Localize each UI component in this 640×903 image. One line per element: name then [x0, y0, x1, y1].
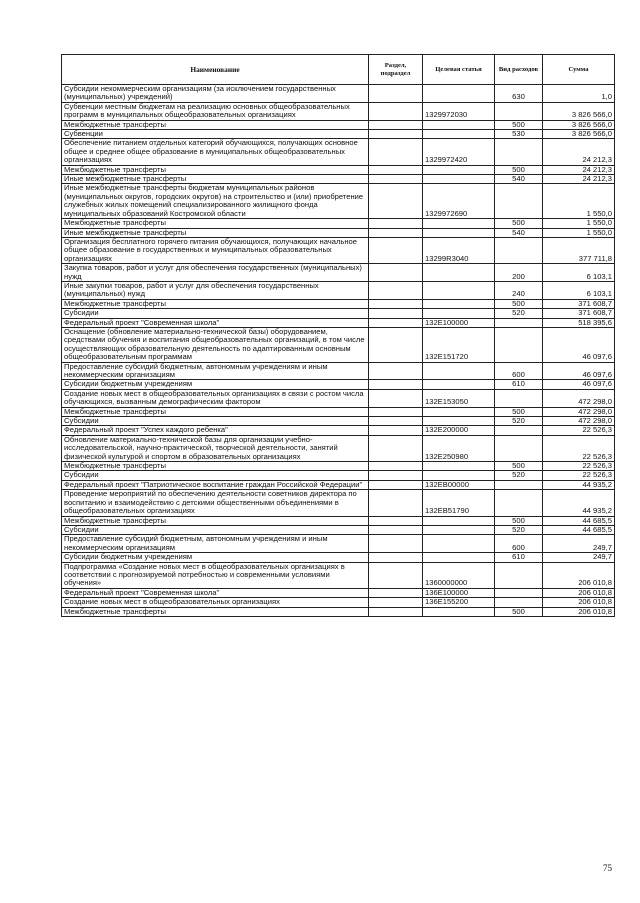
cell-amount: 206 010,8 [543, 562, 615, 588]
table-row [62, 525, 615, 534]
cell-name: Обеспечение питанием отдельных категорий обучающихся, получающих основное общее и среднее общее образование в муниципальных общеобразовательных организациях [62, 139, 369, 165]
cell-amount: 249,7 [543, 553, 615, 562]
cell-amount: 3 826 566,0 [543, 120, 615, 129]
cell-section [369, 389, 423, 407]
cell-amount: 518 395,6 [543, 318, 615, 327]
cell-amount: 3 826 566,0 [543, 102, 615, 120]
cell-name: Иные межбюджетные трансферты [62, 228, 369, 237]
cell-amount: 472 298,0 [543, 417, 615, 426]
cell-expense-type: 520 [495, 309, 543, 318]
table-row [62, 237, 615, 263]
cell-expense-type: 500 [495, 219, 543, 228]
cell-section [369, 535, 423, 553]
cell-section [369, 327, 423, 362]
cell-name: Межбюджетные трансферты [62, 607, 369, 616]
table-row [62, 462, 615, 471]
cell-amount: 46 097,6 [543, 362, 615, 380]
cell-amount: 249,7 [543, 535, 615, 553]
cell-section [369, 219, 423, 228]
cell-expense-type: 610 [495, 380, 543, 389]
table-row [62, 120, 615, 129]
cell-amount: 472 298,0 [543, 389, 615, 407]
cell-name: Межбюджетные трансферты [62, 462, 369, 471]
cell-section [369, 309, 423, 318]
cell-expense-type: 520 [495, 471, 543, 480]
cell-amount: 6 103,1 [543, 264, 615, 282]
cell-expense-type: 500 [495, 120, 543, 129]
cell-target: 132Е250980 [423, 435, 495, 461]
cell-amount: 44 685,5 [543, 525, 615, 534]
cell-amount: 22 526,3 [543, 462, 615, 471]
table-row [62, 309, 615, 318]
cell-expense-type: 530 [495, 130, 543, 139]
cell-name: Межбюджетные трансферты [62, 407, 369, 416]
cell-target: 132ЕВ51790 [423, 490, 495, 516]
table-row [62, 327, 615, 362]
budget-table [61, 54, 615, 617]
cell-target: 1360000000 [423, 562, 495, 588]
cell-target [423, 264, 495, 282]
table-row [62, 380, 615, 389]
table-row [62, 588, 615, 597]
cell-target [423, 407, 495, 416]
cell-expense-type: 520 [495, 417, 543, 426]
cell-section [369, 184, 423, 219]
cell-target [423, 85, 495, 103]
cell-section [369, 120, 423, 129]
cell-name: Межбюджетные трансферты [62, 165, 369, 174]
cell-section [369, 318, 423, 327]
table-row [62, 471, 615, 480]
cell-section [369, 525, 423, 534]
cell-expense-type [495, 184, 543, 219]
cell-amount: 44 685,5 [543, 516, 615, 525]
cell-target [423, 607, 495, 616]
cell-name: Межбюджетные трансферты [62, 516, 369, 525]
cell-amount: 206 010,8 [543, 598, 615, 607]
table-row [62, 480, 615, 489]
cell-target: 13299R3040 [423, 237, 495, 263]
cell-section [369, 299, 423, 308]
cell-target [423, 553, 495, 562]
cell-section [369, 85, 423, 103]
cell-target [423, 380, 495, 389]
cell-expense-type [495, 426, 543, 435]
table-row [62, 362, 615, 380]
table-row [62, 435, 615, 461]
cell-name: Предоставление субсидий бюджетным, автономным учреждениям и иным некоммерческим организациям [62, 535, 369, 553]
table-row [62, 165, 615, 174]
cell-section [369, 471, 423, 480]
cell-section [369, 175, 423, 184]
cell-name: Субсидии бюджетным учреждениям [62, 553, 369, 562]
cell-target [423, 525, 495, 534]
cell-target [423, 417, 495, 426]
cell-section [369, 490, 423, 516]
cell-name: Создание новых мест в общеобразовательных организациях [62, 598, 369, 607]
cell-section [369, 598, 423, 607]
cell-target: 132Е200000 [423, 426, 495, 435]
cell-expense-type: 540 [495, 175, 543, 184]
cell-section [369, 417, 423, 426]
cell-amount: 6 103,1 [543, 281, 615, 299]
cell-expense-type: 500 [495, 407, 543, 416]
cell-amount: 377 711,8 [543, 237, 615, 263]
cell-target: 132Е151720 [423, 327, 495, 362]
table-row [62, 85, 615, 103]
cell-name: Субвенции местным бюджетам на реализацию основных общеобразовательных программ в муниципальных общеобразовательных организациях [62, 102, 369, 120]
cell-target [423, 219, 495, 228]
cell-section [369, 380, 423, 389]
cell-expense-type [495, 562, 543, 588]
cell-section [369, 281, 423, 299]
header-target: Целевая статья [423, 55, 495, 85]
cell-section [369, 130, 423, 139]
cell-name: Иные межбюджетные трансферты бюджетам муниципальных районов (муниципальных округов, городских округов) на строительство и (или) приобретение служебных жилых помещений специализированного жилищного фонда муниципальных образований Костромской области [62, 184, 369, 219]
cell-name: Субсидии бюджетным учреждениям [62, 380, 369, 389]
cell-section [369, 588, 423, 597]
cell-name: Иные межбюджетные трансферты [62, 175, 369, 184]
table-row [62, 490, 615, 516]
cell-target [423, 165, 495, 174]
table-row [62, 264, 615, 282]
table-row [62, 607, 615, 616]
cell-name: Федеральный проект "Патриотическое воспитание граждан Российской Федерации" [62, 480, 369, 489]
table-row [62, 102, 615, 120]
cell-amount: 24 212,3 [543, 165, 615, 174]
cell-name: Иные закупки товаров, работ и услуг для обеспечения государственных (муниципальных) нужд [62, 281, 369, 299]
cell-expense-type [495, 588, 543, 597]
cell-section [369, 237, 423, 263]
cell-expense-type [495, 480, 543, 489]
cell-amount: 46 097,6 [543, 327, 615, 362]
cell-name: Проведение мероприятий по обеспечению деятельности советников директора по воспитанию и взаимодействию с детскими общественными объединениями в общеобразовательных организациях [62, 490, 369, 516]
cell-amount: 472 298,0 [543, 407, 615, 416]
cell-amount: 44 935,2 [543, 490, 615, 516]
cell-section [369, 264, 423, 282]
cell-target [423, 471, 495, 480]
cell-expense-type [495, 237, 543, 263]
cell-name: Межбюджетные трансферты [62, 120, 369, 129]
cell-target [423, 362, 495, 380]
cell-name: Субсидии [62, 471, 369, 480]
cell-expense-type: 500 [495, 462, 543, 471]
header-amount: Сумма [543, 55, 615, 85]
cell-target: 136Е155200 [423, 598, 495, 607]
cell-name: Оснащение (обновление материально-технической базы) оборудованием, средствами обучения и воспитания общеобразовательных организаций, в том числе осуществляющих образовательную деятельность по адаптированным основным общеобразовательным программам [62, 327, 369, 362]
table-body [62, 85, 615, 617]
cell-section [369, 426, 423, 435]
cell-section [369, 516, 423, 525]
cell-expense-type: 540 [495, 228, 543, 237]
cell-expense-type: 500 [495, 165, 543, 174]
table-row [62, 516, 615, 525]
cell-target: 1329972420 [423, 139, 495, 165]
cell-name: Межбюджетные трансферты [62, 299, 369, 308]
header-expense-type: Вид расходов [495, 55, 543, 85]
table-row [62, 407, 615, 416]
cell-name: Федеральный проект "Современная школа" [62, 588, 369, 597]
table-header [62, 55, 615, 85]
cell-target [423, 130, 495, 139]
cell-name: Субвенции [62, 130, 369, 139]
cell-expense-type: 500 [495, 516, 543, 525]
cell-amount: 206 010,8 [543, 607, 615, 616]
table-row [62, 219, 615, 228]
table-row [62, 389, 615, 407]
cell-section [369, 562, 423, 588]
table-row [62, 130, 615, 139]
table-row [62, 318, 615, 327]
cell-expense-type: 600 [495, 362, 543, 380]
cell-name: Предоставление субсидий бюджетным, автономным учреждениям и иным некоммерческим организациям [62, 362, 369, 380]
cell-name: Субсидии некоммерческим организациям (за исключением государственных (муниципальных) учреждений) [62, 85, 369, 103]
cell-expense-type [495, 389, 543, 407]
cell-name: Подпрограмма «Создание новых мест в общеобразовательных организациях в соответствии с прогнозируемой потребностью и современными условиями обучения» [62, 562, 369, 588]
cell-name: Организация бесплатного горячего питания обучающихся, получающих начальное общее образование в государственных и муниципальных образовательных организациях [62, 237, 369, 263]
cell-name: Создание новых мест в общеобразовательных организациях в связи с ростом числа обучающихся, вызванным демографическим фактором [62, 389, 369, 407]
cell-amount: 1 550,0 [543, 184, 615, 219]
cell-expense-type: 520 [495, 525, 543, 534]
cell-section [369, 480, 423, 489]
cell-amount: 371 608,7 [543, 309, 615, 318]
cell-amount: 46 097,6 [543, 380, 615, 389]
cell-expense-type: 200 [495, 264, 543, 282]
cell-target [423, 175, 495, 184]
page-number: 75 [603, 863, 612, 873]
cell-amount: 1,0 [543, 85, 615, 103]
table-row [62, 598, 615, 607]
cell-target: 132ЕВ00000 [423, 480, 495, 489]
cell-target [423, 281, 495, 299]
cell-expense-type [495, 318, 543, 327]
table-row [62, 562, 615, 588]
cell-amount: 371 608,7 [543, 299, 615, 308]
cell-name: Субсидии [62, 525, 369, 534]
cell-amount: 22 526,3 [543, 471, 615, 480]
cell-name: Федеральный проект "Успех каждого ребенка" [62, 426, 369, 435]
table-row [62, 417, 615, 426]
cell-amount: 1 550,0 [543, 228, 615, 237]
cell-expense-type [495, 327, 543, 362]
cell-amount: 44 935,2 [543, 480, 615, 489]
cell-target: 136Е100000 [423, 588, 495, 597]
cell-section [369, 462, 423, 471]
cell-target: 1329972690 [423, 184, 495, 219]
cell-amount: 22 526,3 [543, 435, 615, 461]
cell-amount: 3 826 566,0 [543, 130, 615, 139]
cell-expense-type [495, 139, 543, 165]
cell-target [423, 535, 495, 553]
cell-amount: 1 550,0 [543, 219, 615, 228]
cell-amount: 24 212,3 [543, 139, 615, 165]
cell-expense-type: 240 [495, 281, 543, 299]
cell-name: Федеральный проект "Современная школа" [62, 318, 369, 327]
cell-expense-type: 500 [495, 607, 543, 616]
table-row [62, 299, 615, 308]
cell-section [369, 407, 423, 416]
cell-section [369, 362, 423, 380]
cell-section [369, 102, 423, 120]
cell-expense-type [495, 102, 543, 120]
cell-target: 1329972030 [423, 102, 495, 120]
cell-expense-type: 610 [495, 553, 543, 562]
cell-target [423, 462, 495, 471]
cell-section [369, 228, 423, 237]
cell-section [369, 607, 423, 616]
cell-target: 132Е153050 [423, 389, 495, 407]
table-row [62, 553, 615, 562]
table-row [62, 228, 615, 237]
table-row [62, 139, 615, 165]
table-row [62, 281, 615, 299]
cell-expense-type [495, 490, 543, 516]
table-row [62, 426, 615, 435]
cell-expense-type [495, 435, 543, 461]
cell-section [369, 139, 423, 165]
cell-name: Обновление материально-технической базы для организации учебно-исследовательской, научно-практической, творческой деятельности, занятий физической культурой и спортом в образовательных организациях [62, 435, 369, 461]
cell-name: Субсидии [62, 417, 369, 426]
cell-expense-type: 630 [495, 85, 543, 103]
cell-target [423, 228, 495, 237]
cell-section [369, 553, 423, 562]
cell-amount: 24 212,3 [543, 175, 615, 184]
cell-expense-type [495, 598, 543, 607]
cell-expense-type: 600 [495, 535, 543, 553]
cell-target [423, 516, 495, 525]
cell-name: Закупка товаров, работ и услуг для обеспечения государственных (муниципальных) нужд [62, 264, 369, 282]
table-row [62, 535, 615, 553]
header-name: Наименование [62, 55, 369, 85]
cell-name: Субсидии [62, 309, 369, 318]
cell-target [423, 120, 495, 129]
header-section: Раздел, подраздел [369, 55, 423, 85]
cell-amount: 22 526,3 [543, 426, 615, 435]
table-row [62, 184, 615, 219]
cell-name: Межбюджетные трансферты [62, 219, 369, 228]
cell-expense-type: 500 [495, 299, 543, 308]
cell-section [369, 435, 423, 461]
cell-section [369, 165, 423, 174]
cell-target [423, 309, 495, 318]
cell-target [423, 299, 495, 308]
table-row [62, 175, 615, 184]
cell-amount: 206 010,8 [543, 588, 615, 597]
cell-target: 132Е100000 [423, 318, 495, 327]
